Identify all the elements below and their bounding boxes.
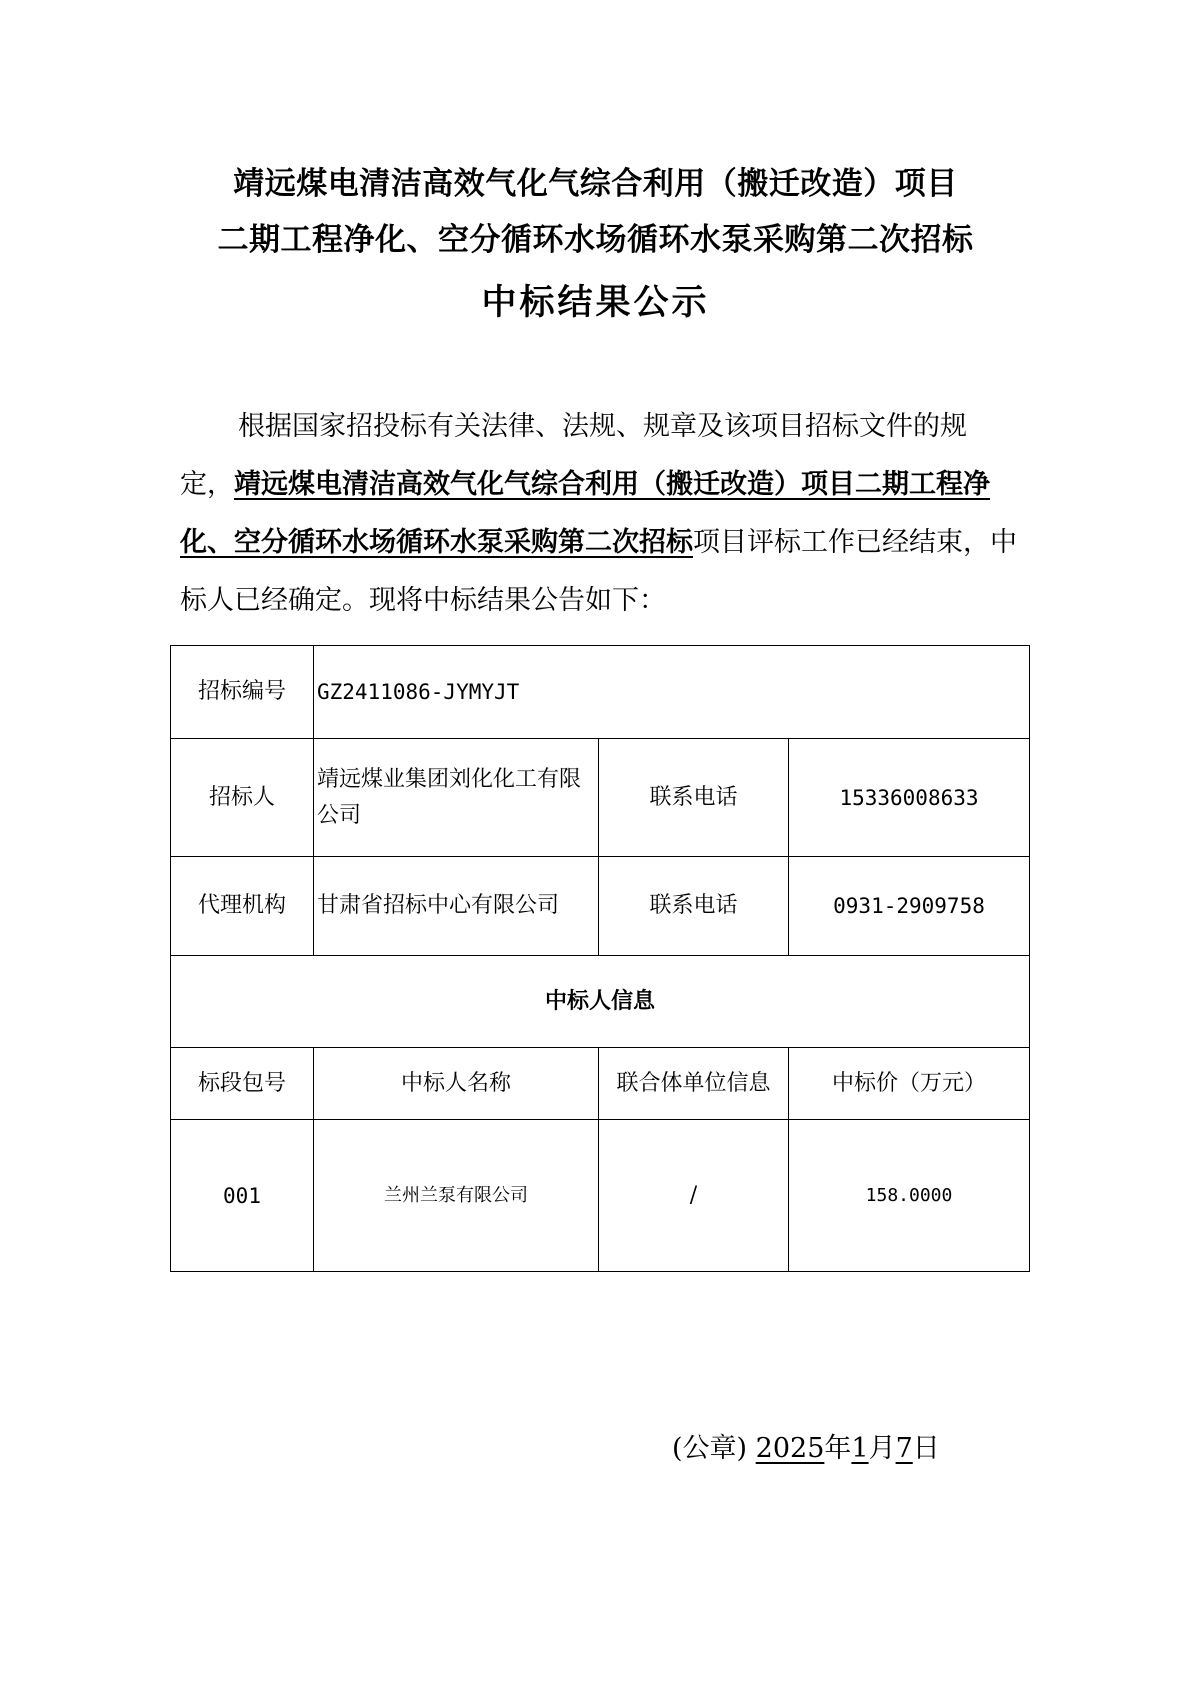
column-header-winner: 中标人名称 bbox=[314, 1048, 599, 1120]
agency-phone-label: 联系电话 bbox=[599, 857, 789, 956]
agency-row bbox=[171, 857, 1030, 956]
table-row bbox=[171, 1120, 1030, 1272]
intro-paragraph bbox=[180, 398, 1018, 630]
column-header-consortium: 联合体单位信息 bbox=[599, 1048, 789, 1120]
date-day: 7 bbox=[895, 1433, 913, 1464]
title-line-1: 靖远煤电清洁高效气化气综合利用（搬迁改造）项目 bbox=[233, 166, 958, 202]
winning-price: 158.0000 bbox=[789, 1120, 1030, 1272]
signature-date bbox=[672, 1426, 940, 1465]
date-year-unit: 年 bbox=[824, 1433, 852, 1464]
tender-no-row bbox=[171, 646, 1030, 739]
tenderer-phone-value: 15336008633 bbox=[789, 739, 1030, 857]
tenderer-phone-label: 联系电话 bbox=[599, 739, 789, 857]
tender-no-value: GZ2411086-JYMYJT bbox=[314, 646, 1030, 739]
tenderer-value: 靖远煤业集团刘化化工有限公司 bbox=[314, 739, 599, 857]
date-month: 1 bbox=[851, 1433, 869, 1464]
intro-project-name: 靖远煤电清洁高效气化气综合利用（搬迁改造）项目二期工程净化、空分循环水场循环水泵采购第二次招标 bbox=[180, 469, 990, 558]
agency-phone-value: 0931-2909758 bbox=[789, 857, 1030, 956]
tenderer-row bbox=[171, 739, 1030, 857]
lot-number: 001 bbox=[171, 1120, 314, 1272]
intro-lead: 根据国家招投标有关法律、法规、规章及该项目招标文件的规定， bbox=[180, 411, 967, 500]
result-table bbox=[170, 645, 1030, 1272]
agency-value: 甘肃省招标中心有限公司 bbox=[314, 857, 599, 956]
winner-name: 兰州兰泵有限公司 bbox=[314, 1120, 599, 1272]
date-day-unit: 日 bbox=[912, 1433, 940, 1464]
tender-no-label: 招标编号 bbox=[171, 646, 314, 739]
date-year: 2025 bbox=[755, 1433, 825, 1464]
seal-label: (公章) bbox=[672, 1433, 748, 1464]
consortium-info: / bbox=[599, 1120, 789, 1272]
date-month-unit: 月 bbox=[868, 1433, 896, 1464]
intro-tail: 项目评标工作已经结束，中标人已经确定。现将中标结果公告如下： bbox=[180, 527, 1017, 616]
column-header-row bbox=[171, 1048, 1030, 1120]
winner-section-row bbox=[171, 956, 1030, 1048]
tenderer-label: 招标人 bbox=[171, 739, 314, 857]
winner-section-heading: 中标人信息 bbox=[171, 956, 1030, 1048]
title-line-3: 中标结果公示 bbox=[481, 283, 710, 323]
agency-label: 代理机构 bbox=[171, 857, 314, 956]
column-header-price: 中标价（万元） bbox=[789, 1048, 1030, 1120]
title-line-2: 二期工程净化、空分循环水场循环水泵采购第二次招标 bbox=[217, 222, 974, 258]
column-header-lot: 标段包号 bbox=[171, 1048, 314, 1120]
